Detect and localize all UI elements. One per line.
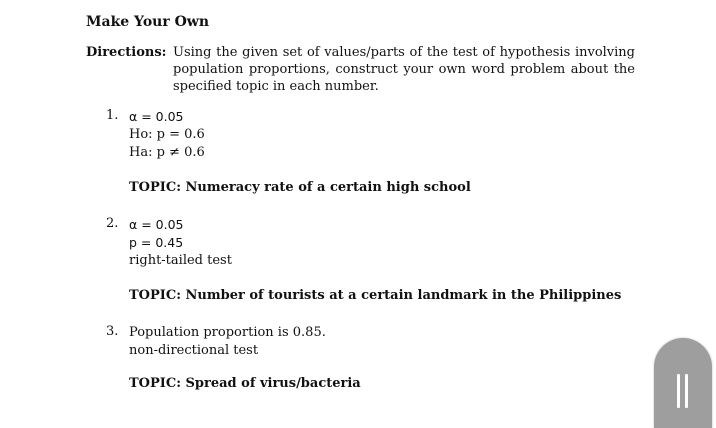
directions-text: Using the given set of values/parts of the test of hypothesis involving population proportions, construct your own word problem about the specified topic in each number. (173, 45, 635, 94)
problem-number: 1. (106, 108, 119, 123)
problem-line-alt-hypothesis: Ha: p ≠ 0.6 (129, 145, 205, 160)
directions-label: Directions: (86, 45, 167, 60)
problem-line-alpha: α = 0.05 (129, 217, 184, 232)
problem-topic: TOPIC: Spread of virus/bacteria (129, 376, 361, 391)
problem-line-test-type: non-directional test (129, 343, 259, 358)
problem-number: 2. (106, 216, 119, 231)
problem-topic: TOPIC: Numeracy rate of a certain high school (129, 180, 471, 195)
problem-topic: TOPIC: Number of tourists at a certain landmark in the Philippines (129, 288, 622, 303)
problem-line-proportion: Population proportion is 0.85. (129, 325, 326, 340)
problem-number: 3. (106, 324, 119, 339)
page-title: Make Your Own (86, 14, 210, 30)
problem-line-null-hypothesis: Ho: p = 0.6 (129, 127, 205, 142)
scroll-handle[interactable] (654, 338, 712, 428)
problem-line-alpha: α = 0.05 (129, 109, 184, 124)
problem-line-proportion: p = 0.45 (129, 235, 184, 250)
problem-line-test-type: right-tailed test (129, 253, 232, 268)
